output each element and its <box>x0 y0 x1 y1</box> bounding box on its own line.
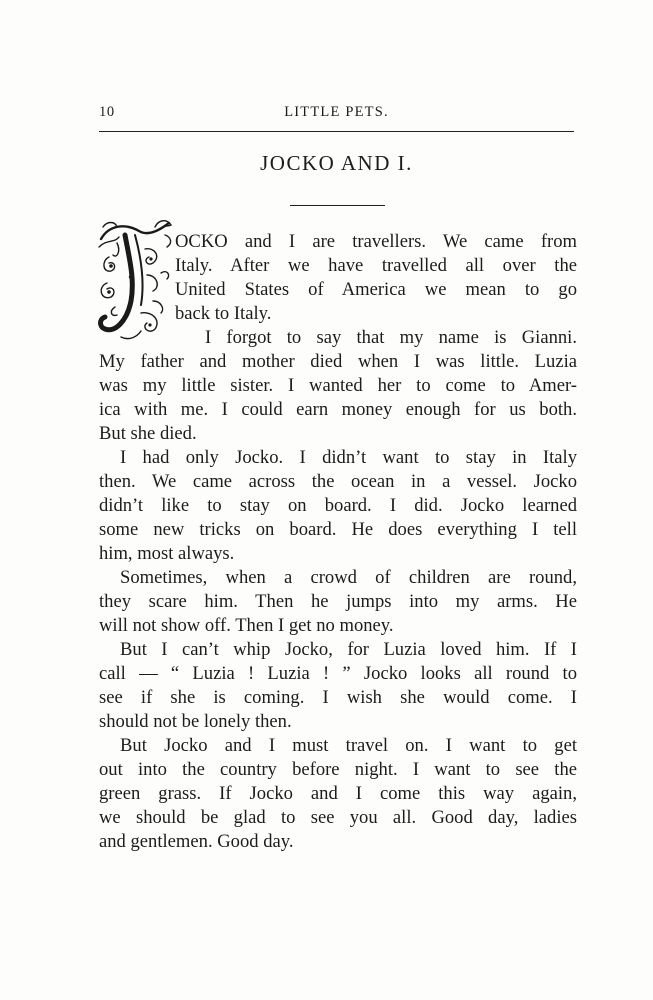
page-number: 10 <box>99 104 115 120</box>
text-line: we should be glad to see you all. Good day, ladies <box>99 807 577 828</box>
running-head <box>99 104 574 124</box>
header-rule <box>99 131 574 132</box>
text-line: should not be lonely then. <box>99 711 292 732</box>
text-line: didn’t like to stay on board. I did. Jocko learned <box>99 495 577 516</box>
ornamental-initial-j-icon <box>95 217 175 347</box>
text-line: call — “ Luzia ! Luzia ! ” Jocko looks all round to <box>99 663 577 684</box>
text-line: green grass. If Jocko and I come this way again, <box>99 783 577 804</box>
text-line: United States of America we mean to go <box>175 279 577 300</box>
text-line: But Jocko and I must travel on. I want to get <box>120 735 577 756</box>
text-line: and gentlemen. Good day. <box>99 831 294 852</box>
text-line: some new tricks on board. He does everything I tell <box>99 519 577 540</box>
text-line: him, most always. <box>99 543 235 564</box>
text-line: Italy. After we have travelled all over the <box>175 255 577 276</box>
text-line: out into the country before night. I want to see the <box>99 759 577 780</box>
title-rule <box>290 205 385 206</box>
text-line: back to Italy. <box>175 303 272 324</box>
text-line: was my little sister. I wanted her to come to Amer- <box>99 375 577 396</box>
text-line: I had only Jocko. I didn’t want to stay in Italy <box>120 447 577 468</box>
text-line: ica with me. I could earn money enough for us both. <box>99 399 577 420</box>
text-line: My father and mother died when I was little. Luzia <box>99 351 577 372</box>
text-line: will not show off. Then I get no money. <box>99 615 394 636</box>
text-line: I forgot to say that my name is Gianni. <box>205 327 577 348</box>
text-line: they scare him. Then he jumps into my arms. He <box>99 591 577 612</box>
running-title: LITTLE PETS. <box>284 104 389 120</box>
text-line: then. We came across the ocean in a vessel. Jocko <box>99 471 577 492</box>
text-line: But I can’t whip Jocko, for Luzia loved him. If I <box>120 639 577 660</box>
chapter-title: JOCKO AND I. <box>260 151 413 175</box>
text-line: OCKO and I are travellers. We came from <box>175 231 577 252</box>
text-line: Sometimes, when a crowd of children are round, <box>120 567 577 588</box>
text-line: see if she is coming. I wish she would come. I <box>99 687 577 708</box>
text-line: But she died. <box>99 423 197 444</box>
